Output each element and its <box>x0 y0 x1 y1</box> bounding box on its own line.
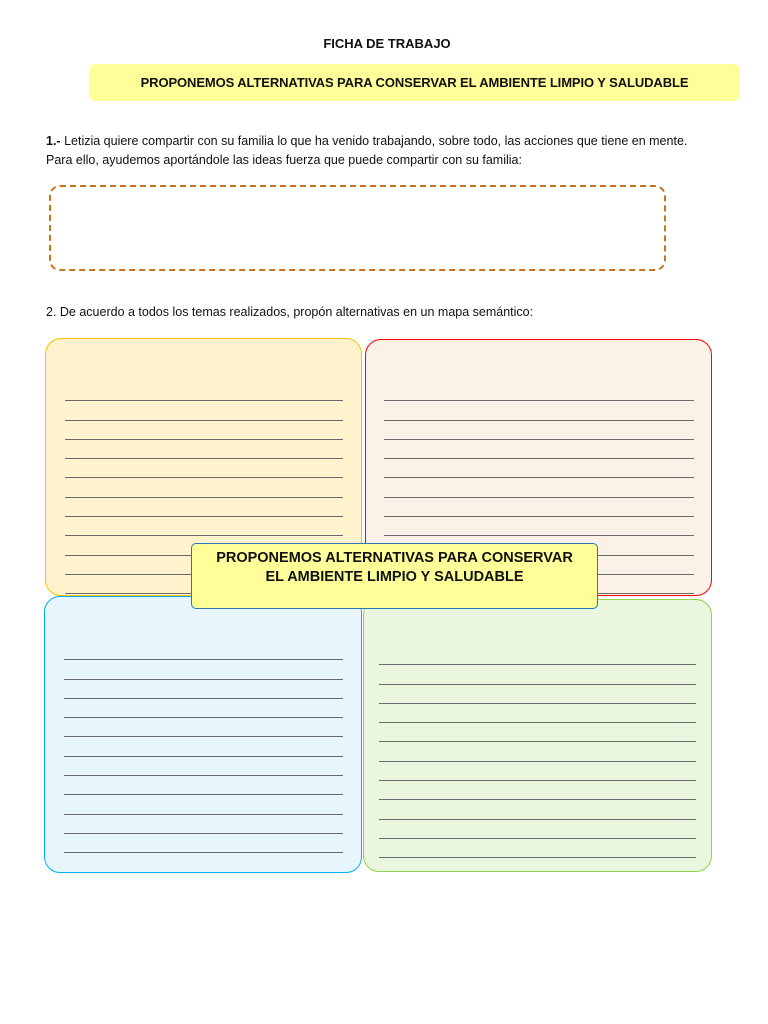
writing-line <box>379 781 696 800</box>
writing-line <box>384 401 694 420</box>
writing-line <box>384 459 694 478</box>
writing-line <box>65 478 343 497</box>
writing-line <box>64 660 343 679</box>
semantic-map-quadrant-bottom-left[interactable] <box>44 596 362 873</box>
writing-line <box>64 815 343 834</box>
writing-line <box>379 762 696 781</box>
writing-line <box>379 820 696 839</box>
writing-line <box>379 646 696 665</box>
semantic-map-quadrant-bottom-right[interactable] <box>363 599 712 872</box>
writing-line <box>379 800 696 819</box>
writing-line <box>384 498 694 517</box>
writing-lines <box>379 646 696 858</box>
writing-line <box>384 421 694 440</box>
writing-line <box>379 723 696 742</box>
writing-line <box>64 718 343 737</box>
writing-line <box>384 382 694 401</box>
question-1-line-1: Letizia quiere compartir con su familia lo que ha venido trabajando, sobre todo, las acciones que tiene en mente. <box>60 134 688 148</box>
writing-line <box>379 742 696 761</box>
writing-line <box>379 839 696 858</box>
writing-line <box>64 776 343 795</box>
center-topic-line-1: PROPONEMOS ALTERNATIVAS PARA CONSERVAR <box>216 550 573 566</box>
banner-text: PROPONEMOS ALTERNATIVAS PARA CONSERVAR EL AMBIENTE LIMPIO Y SALUDABLE <box>140 75 689 90</box>
page-title: FICHA DE TRABAJO <box>323 36 451 51</box>
writing-line <box>379 665 696 684</box>
writing-line <box>65 421 343 440</box>
writing-line <box>65 440 343 459</box>
writing-line <box>65 459 343 478</box>
writing-line <box>65 382 343 401</box>
center-topic-line-2: EL AMBIENTE LIMPIO Y SALUDABLE <box>265 569 524 585</box>
writing-line <box>65 401 343 420</box>
question-2: 2. De acuerdo a todos los temas realizados, propón alternativas en un mapa semántico: <box>46 305 534 319</box>
semantic-map-center-topic <box>191 543 598 609</box>
writing-line <box>64 737 343 756</box>
writing-line <box>379 685 696 704</box>
writing-line <box>384 478 694 497</box>
writing-line <box>384 517 694 536</box>
question-1-line-2: Para ello, ayudemos aportándole las ideas fuerza que puede compartir con su familia: <box>46 153 522 167</box>
writing-line <box>64 641 343 660</box>
question-1 <box>46 132 736 170</box>
question-1-number: 1.- <box>46 134 61 148</box>
answer-box[interactable] <box>49 185 666 271</box>
writing-line <box>64 680 343 699</box>
writing-line <box>65 498 343 517</box>
writing-line <box>379 704 696 723</box>
writing-line <box>64 757 343 776</box>
writing-line <box>64 699 343 718</box>
writing-line <box>384 440 694 459</box>
writing-line <box>65 517 343 536</box>
writing-lines <box>64 641 343 853</box>
header-banner <box>89 64 740 101</box>
writing-line <box>64 834 343 853</box>
writing-line <box>64 795 343 814</box>
